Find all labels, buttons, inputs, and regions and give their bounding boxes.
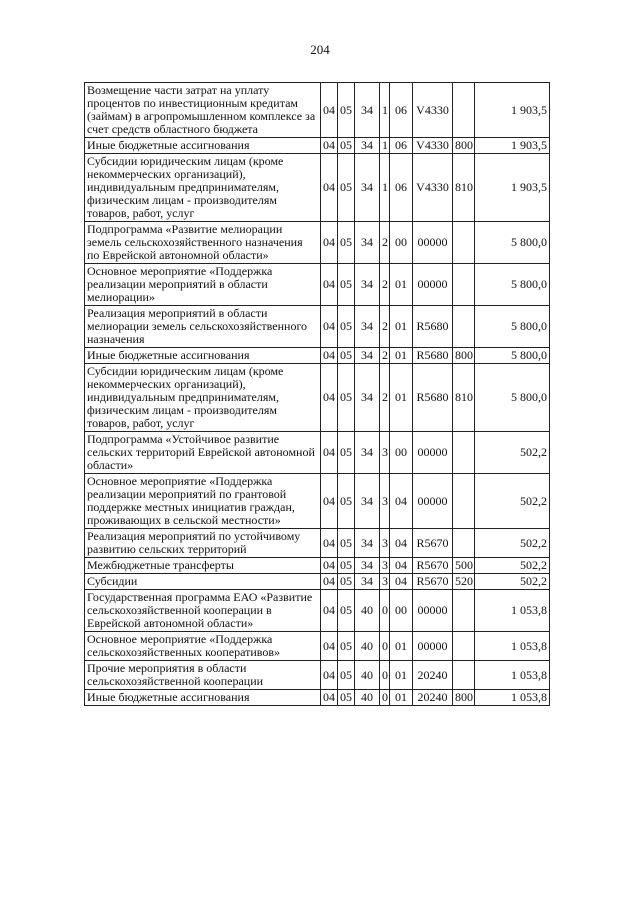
amount-cell: 1 053,8 bbox=[475, 632, 550, 661]
amount-cell: 1 053,8 bbox=[475, 590, 550, 632]
section-code-cell: 04 bbox=[321, 661, 338, 690]
activity-code-cell: 01 bbox=[390, 348, 413, 364]
expense-type-cell bbox=[453, 632, 475, 661]
activity-code-cell: 01 bbox=[390, 632, 413, 661]
subprogram-code-cell: 1 bbox=[380, 154, 390, 222]
subprogram-code-cell: 3 bbox=[380, 574, 390, 590]
expense-type-cell: 500 bbox=[453, 558, 475, 574]
amount-cell: 5 800,0 bbox=[475, 306, 550, 348]
program-code-cell: 34 bbox=[355, 558, 380, 574]
activity-code-cell: 00 bbox=[390, 432, 413, 474]
section-code-cell: 04 bbox=[321, 632, 338, 661]
section-code-cell: 04 bbox=[321, 222, 338, 264]
row-name-cell: Основное мероприятие «Поддержка сельскохозяйственных кооперативов» bbox=[85, 632, 321, 661]
page-number: 204 bbox=[310, 42, 330, 57]
section-code-cell: 04 bbox=[321, 590, 338, 632]
activity-code-cell: 06 bbox=[390, 138, 413, 154]
subprogram-code-cell: 1 bbox=[380, 138, 390, 154]
amount-cell: 5 800,0 bbox=[475, 222, 550, 264]
subprogram-code-cell: 2 bbox=[380, 264, 390, 306]
row-name-cell: Возмещение части затрат на уплату процентов по инвестиционным кредитам (займам) в агропромышленном комплексе за счет средств областного бюджета bbox=[85, 83, 321, 138]
amount-cell: 1 053,8 bbox=[475, 661, 550, 690]
amount-cell: 5 800,0 bbox=[475, 348, 550, 364]
section-code-cell: 04 bbox=[321, 138, 338, 154]
program-code-cell: 34 bbox=[355, 529, 380, 558]
expense-type-cell bbox=[453, 661, 475, 690]
direction-code-cell: 00000 bbox=[413, 222, 453, 264]
activity-code-cell: 01 bbox=[390, 690, 413, 706]
subsection-code-cell: 05 bbox=[338, 574, 355, 590]
table-row bbox=[85, 264, 550, 306]
activity-code-cell: 01 bbox=[390, 264, 413, 306]
activity-code-cell: 00 bbox=[390, 222, 413, 264]
program-code-cell: 40 bbox=[355, 690, 380, 706]
subprogram-code-cell: 3 bbox=[380, 474, 390, 529]
row-name-cell: Межбюджетные трансферты bbox=[85, 558, 321, 574]
activity-code-cell: 01 bbox=[390, 364, 413, 432]
direction-code-cell: V4330 bbox=[413, 83, 453, 138]
subsection-code-cell: 05 bbox=[338, 138, 355, 154]
subprogram-code-cell: 0 bbox=[380, 632, 390, 661]
section-code-cell: 04 bbox=[321, 558, 338, 574]
activity-code-cell: 01 bbox=[390, 661, 413, 690]
row-name-cell: Иные бюджетные ассигнования bbox=[85, 138, 321, 154]
row-name-cell: Подпрограмма «Устойчивое развитие сельских территорий Еврейской автономной области» bbox=[85, 432, 321, 474]
section-code-cell: 04 bbox=[321, 306, 338, 348]
activity-code-cell: 04 bbox=[390, 558, 413, 574]
section-code-cell: 04 bbox=[321, 264, 338, 306]
section-code-cell: 04 bbox=[321, 474, 338, 529]
activity-code-cell: 04 bbox=[390, 529, 413, 558]
amount-cell: 502,2 bbox=[475, 529, 550, 558]
table-row bbox=[85, 83, 550, 138]
amount-cell: 1 903,5 bbox=[475, 154, 550, 222]
subsection-code-cell: 05 bbox=[338, 590, 355, 632]
section-code-cell: 04 bbox=[321, 154, 338, 222]
direction-code-cell: R5680 bbox=[413, 306, 453, 348]
expense-type-cell bbox=[453, 529, 475, 558]
section-code-cell: 04 bbox=[321, 690, 338, 706]
table-row bbox=[85, 590, 550, 632]
table-row bbox=[85, 632, 550, 661]
row-name-cell: Государственная программа ЕАО «Развитие сельскохозяйственной кооперации в Еврейской автономной области» bbox=[85, 590, 321, 632]
section-code-cell: 04 bbox=[321, 348, 338, 364]
row-name-cell: Иные бюджетные ассигнования bbox=[85, 348, 321, 364]
subsection-code-cell: 05 bbox=[338, 154, 355, 222]
subprogram-code-cell: 3 bbox=[380, 558, 390, 574]
direction-code-cell: R5680 bbox=[413, 364, 453, 432]
expense-type-cell: 520 bbox=[453, 574, 475, 590]
program-code-cell: 40 bbox=[355, 661, 380, 690]
expense-type-cell bbox=[453, 83, 475, 138]
activity-code-cell: 04 bbox=[390, 474, 413, 529]
subprogram-code-cell: 2 bbox=[380, 222, 390, 264]
expense-type-cell bbox=[453, 590, 475, 632]
amount-cell: 502,2 bbox=[475, 474, 550, 529]
amount-cell: 5 800,0 bbox=[475, 364, 550, 432]
activity-code-cell: 06 bbox=[390, 154, 413, 222]
expense-type-cell: 810 bbox=[453, 154, 475, 222]
subsection-code-cell: 05 bbox=[338, 529, 355, 558]
row-name-cell: Субсидии юридическим лицам (кроме некоммерческих организаций), индивидуальным предпринимателям, физическим лицам - производителям товаров, работ, услуг bbox=[85, 154, 321, 222]
direction-code-cell: V4330 bbox=[413, 154, 453, 222]
subsection-code-cell: 05 bbox=[338, 306, 355, 348]
program-code-cell: 34 bbox=[355, 364, 380, 432]
program-code-cell: 34 bbox=[355, 574, 380, 590]
subsection-code-cell: 05 bbox=[338, 690, 355, 706]
row-name-cell: Основное мероприятие «Поддержка реализации мероприятий в области мелиорации» bbox=[85, 264, 321, 306]
program-code-cell: 34 bbox=[355, 83, 380, 138]
direction-code-cell: V4330 bbox=[413, 138, 453, 154]
amount-cell: 1 903,5 bbox=[475, 83, 550, 138]
expense-type-cell: 810 bbox=[453, 364, 475, 432]
subprogram-code-cell: 1 bbox=[380, 83, 390, 138]
subprogram-code-cell: 0 bbox=[380, 690, 390, 706]
subprogram-code-cell: 3 bbox=[380, 432, 390, 474]
table-row bbox=[85, 432, 550, 474]
subsection-code-cell: 05 bbox=[338, 432, 355, 474]
activity-code-cell: 06 bbox=[390, 83, 413, 138]
direction-code-cell: 20240 bbox=[413, 690, 453, 706]
table-row bbox=[85, 364, 550, 432]
direction-code-cell: 20240 bbox=[413, 661, 453, 690]
table-row bbox=[85, 138, 550, 154]
expense-type-cell: 800 bbox=[453, 138, 475, 154]
amount-cell: 1 903,5 bbox=[475, 138, 550, 154]
direction-code-cell: 00000 bbox=[413, 590, 453, 632]
program-code-cell: 34 bbox=[355, 432, 380, 474]
section-code-cell: 04 bbox=[321, 432, 338, 474]
table-row bbox=[85, 306, 550, 348]
program-code-cell: 40 bbox=[355, 632, 380, 661]
direction-code-cell: R5670 bbox=[413, 558, 453, 574]
subprogram-code-cell: 2 bbox=[380, 348, 390, 364]
program-code-cell: 40 bbox=[355, 590, 380, 632]
amount-cell: 5 800,0 bbox=[475, 264, 550, 306]
direction-code-cell: R5680 bbox=[413, 348, 453, 364]
subprogram-code-cell: 0 bbox=[380, 661, 390, 690]
row-name-cell: Реализация мероприятий по устойчивому развитию сельских территорий bbox=[85, 529, 321, 558]
subsection-code-cell: 05 bbox=[338, 474, 355, 529]
direction-code-cell: 00000 bbox=[413, 264, 453, 306]
expense-type-cell: 800 bbox=[453, 348, 475, 364]
expense-type-cell bbox=[453, 306, 475, 348]
activity-code-cell: 01 bbox=[390, 306, 413, 348]
section-code-cell: 04 bbox=[321, 364, 338, 432]
table-row bbox=[85, 661, 550, 690]
amount-cell: 502,2 bbox=[475, 432, 550, 474]
program-code-cell: 34 bbox=[355, 138, 380, 154]
section-code-cell: 04 bbox=[321, 83, 338, 138]
amount-cell: 1 053,8 bbox=[475, 690, 550, 706]
activity-code-cell: 00 bbox=[390, 590, 413, 632]
row-name-cell: Прочие мероприятия в области сельскохозяйственной кооперации bbox=[85, 661, 321, 690]
table-body bbox=[85, 83, 550, 706]
subsection-code-cell: 05 bbox=[338, 83, 355, 138]
amount-cell: 502,2 bbox=[475, 558, 550, 574]
table-row bbox=[85, 154, 550, 222]
program-code-cell: 34 bbox=[355, 264, 380, 306]
table-row bbox=[85, 529, 550, 558]
row-name-cell: Иные бюджетные ассигнования bbox=[85, 690, 321, 706]
direction-code-cell: R5670 bbox=[413, 574, 453, 590]
subprogram-code-cell: 2 bbox=[380, 306, 390, 348]
expense-type-cell bbox=[453, 432, 475, 474]
expense-type-cell bbox=[453, 264, 475, 306]
subprogram-code-cell: 3 bbox=[380, 529, 390, 558]
table-row bbox=[85, 474, 550, 529]
row-name-cell: Субсидии bbox=[85, 574, 321, 590]
direction-code-cell: 00000 bbox=[413, 632, 453, 661]
table-row bbox=[85, 222, 550, 264]
program-code-cell: 34 bbox=[355, 348, 380, 364]
expense-type-cell bbox=[453, 474, 475, 529]
row-name-cell: Реализация мероприятий в области мелиорации земель сельскохозяйственного назначения bbox=[85, 306, 321, 348]
program-code-cell: 34 bbox=[355, 154, 380, 222]
expense-type-cell bbox=[453, 222, 475, 264]
table-row bbox=[85, 558, 550, 574]
direction-code-cell: 00000 bbox=[413, 474, 453, 529]
subprogram-code-cell: 0 bbox=[380, 590, 390, 632]
table-row bbox=[85, 574, 550, 590]
section-code-cell: 04 bbox=[321, 529, 338, 558]
row-name-cell: Подпрограмма «Развитие мелиорации земель сельскохозяйственного назначения по Еврейской автономной области» bbox=[85, 222, 321, 264]
program-code-cell: 34 bbox=[355, 306, 380, 348]
subsection-code-cell: 05 bbox=[338, 222, 355, 264]
table-row bbox=[85, 348, 550, 364]
expense-type-cell: 800 bbox=[453, 690, 475, 706]
program-code-cell: 34 bbox=[355, 222, 380, 264]
subsection-code-cell: 05 bbox=[338, 264, 355, 306]
amount-cell: 502,2 bbox=[475, 574, 550, 590]
subprogram-code-cell: 2 bbox=[380, 364, 390, 432]
subsection-code-cell: 05 bbox=[338, 364, 355, 432]
direction-code-cell: R5670 bbox=[413, 529, 453, 558]
activity-code-cell: 04 bbox=[390, 574, 413, 590]
direction-code-cell: 00000 bbox=[413, 432, 453, 474]
subsection-code-cell: 05 bbox=[338, 632, 355, 661]
budget-table bbox=[84, 82, 550, 706]
section-code-cell: 04 bbox=[321, 574, 338, 590]
program-code-cell: 34 bbox=[355, 474, 380, 529]
table-row bbox=[85, 690, 550, 706]
subsection-code-cell: 05 bbox=[338, 558, 355, 574]
subsection-code-cell: 05 bbox=[338, 348, 355, 364]
row-name-cell: Основное мероприятие «Поддержка реализации мероприятий по грантовой поддержке местных инициатив граждан, проживающих в сельской местности» bbox=[85, 474, 321, 529]
row-name-cell: Субсидии юридическим лицам (кроме некоммерческих организаций), индивидуальным предпринимателям, физическим лицам - производителям товаров, работ, услуг bbox=[85, 364, 321, 432]
subsection-code-cell: 05 bbox=[338, 661, 355, 690]
